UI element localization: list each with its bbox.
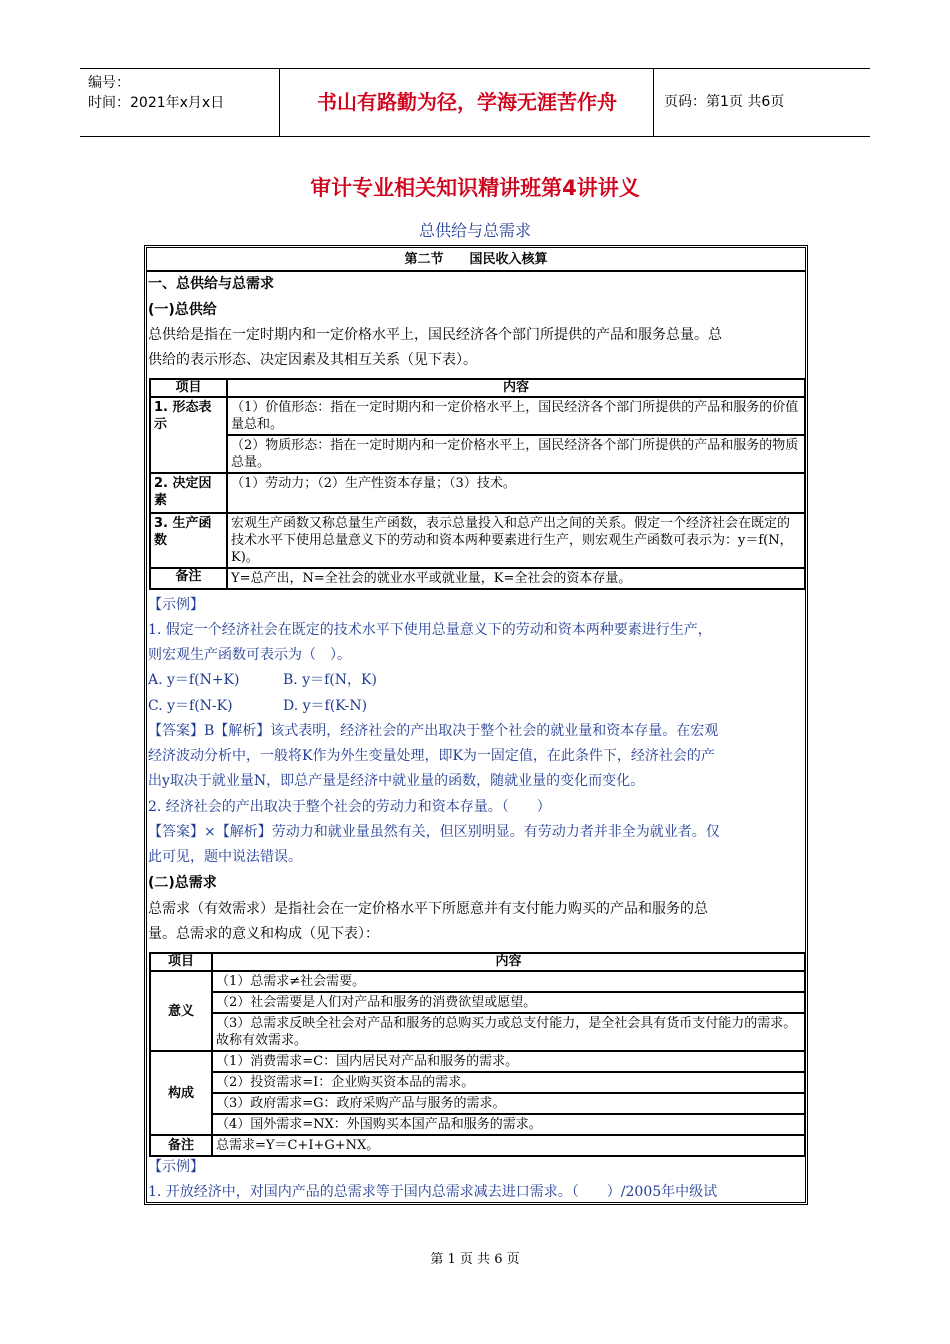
table-cell: （4）国外需求=NX：外国购买本国产品和服务的需求。 [212,1114,805,1135]
supply-table [149,378,806,590]
row-label: 3. 生产函数 [150,513,227,568]
number-label: 编号： [88,75,130,91]
header-motto: 书山有路勤为径，学海无涯苦作舟 [281,69,654,136]
supply-a2-line1: 【答案】×【解析】劳动力和就业量虽然有关，但区别明显。有劳动力者并非全为就业者。仅 [148,824,720,840]
date-label: 时间：2021年x月x日 [88,95,225,111]
page-footer: 第 1 页 共 6 页 [430,1252,520,1267]
table-cell: 总需求=Y＝C+I+G+NX。 [212,1135,805,1156]
option-d: D. y＝f(K-N) [283,698,368,714]
supply-q1-line1: 1. 假定一个经济社会在既定的技术水平下使用总量意义下的劳动和资本两种要素进行生产， [148,622,712,638]
table-cell: （3）政府需求=G：政府采购产品与服务的需求。 [212,1093,805,1114]
supply-a2-line2: 此可见，题中说法错误。 [148,849,302,865]
table-row [150,971,805,992]
option-c: C. y＝f(N-K) [148,698,233,714]
table-row [150,435,805,473]
table-cell: （2）投资需求=I：企业购买资本品的需求。 [212,1072,805,1093]
header-page-label: 页码：第1页 共6页 [664,94,785,110]
table-row [150,992,805,1013]
table-cell: （1）消费需求=C：国内居民对产品和服务的需求。 [212,1051,805,1072]
document-subtitle: 总供给与总需求 [418,221,531,240]
supply-a1-line2: 经济波动分析中，一般将K作为外生变量处理，即K为一固定值，在此条件下，经济社会的产 [148,748,715,764]
demand-q1: 1. 开放经济中，对国内产品的总需求等于国内总需求减去进口需求。（ ）/2005年中级试 [148,1184,718,1200]
demand-table [149,952,806,1157]
table-row [150,1114,805,1135]
document-title: 审计专业相关知识精讲班第4讲讲义 [310,176,640,200]
table-cell: （3）总需求反映全社会对产品和服务的总购买力或总支付能力，是全社会具有货币支付能力的需求。故称有效需求。 [212,1013,805,1051]
col-item-header: 项目 [150,953,212,971]
supply-q1-line2: 则宏观生产函数可表示为（ ）。 [148,647,351,663]
document-header [80,68,870,137]
table-row [150,397,805,435]
table-cell: 宏观生产函数又称总量生产函数，表示总量投入和总产出之间的关系。假定一个经济社会在既定的技术水平下使用总量意义下的劳动和资本两种要素进行生产，则宏观生产函数可表示为：y＝f(N，K)。 [227,513,805,568]
table-row [150,953,805,971]
supply-a1-line1: 【答案】B【解析】该式表明，经济社会的产出取决于整个社会的就业量和资本存量。在宏观 [148,723,719,739]
row-label: 备注 [150,1135,212,1156]
demand-intro-line1: 总需求（有效需求）是指社会在一定价格水平下所愿意并有支付能力购买的产品和服务的总 [148,901,708,917]
demand-heading: (二)总需求 [148,875,217,891]
table-cell: （1）价值形态：指在一定时期内和一定价格水平上，国民经济各个部门所提供的产品和服务的价值量总和。 [227,397,805,435]
demand-example-tag: 【示例】 [148,1159,204,1175]
option-a: A. y＝f(N+K) [148,672,240,688]
table-cell: （2）社会需要是人们对产品和服务的消费欲望或愿望。 [212,992,805,1013]
row-label: 意义 [150,971,212,1051]
row-label: 2. 决定因素 [150,473,227,513]
table-row [150,1093,805,1114]
table-cell: （1）总需求≠社会需要。 [212,971,805,992]
supply-example-tag: 【示例】 [148,597,204,613]
col-item-header: 项目 [150,379,227,397]
row-label: 构成 [150,1051,212,1135]
table-row [150,1013,805,1051]
table-row [150,513,805,568]
row-label: 备注 [150,568,227,589]
table-cell: （2）物质形态：指在一定时期内和一定价格水平上，国民经济各个部门所提供的产品和服务的物质总量。 [227,435,805,473]
option-b: B. y＝f(N，K) [283,672,377,688]
table-row [150,379,805,397]
part1-heading: 一、总供给与总需求 [148,276,274,292]
table-row [150,1135,805,1156]
supply-a1-line3: 出y取决于就业量N，即总产量是经济中就业量的函数，随就业量的变化而变化。 [148,773,645,789]
table-cell: Y=总产出，N=全社会的就业水平或就业量，K=全社会的资本存量。 [227,568,805,589]
supply-heading: (一)总供给 [148,302,217,318]
table-row [150,568,805,589]
col-content-header: 内容 [212,953,805,971]
section-heading: 第二节 国民收入核算 [404,252,548,267]
table-row [150,473,805,513]
table-row [150,1051,805,1072]
col-content-header: 内容 [227,379,805,397]
supply-intro-line2: 供给的表示形态、决定因素及其相互关系（见下表）。 [148,352,477,368]
table-cell: （1）劳动力；（2）生产性资本存量；（3）技术。 [227,473,805,513]
supply-intro-line1: 总供给是指在一定时期内和一定价格水平上，国民经济各个部门所提供的产品和服务总量。总 [148,327,722,343]
row-label: 1. 形态表示 [150,397,227,473]
supply-q2: 2. 经济社会的产出取决于整个社会的劳动力和资本存量。（ ） [148,799,551,815]
demand-intro-line2: 量。总需求的意义和构成（见下表）： [148,926,379,942]
header-meta-cell [80,69,280,136]
table-row [150,1072,805,1093]
